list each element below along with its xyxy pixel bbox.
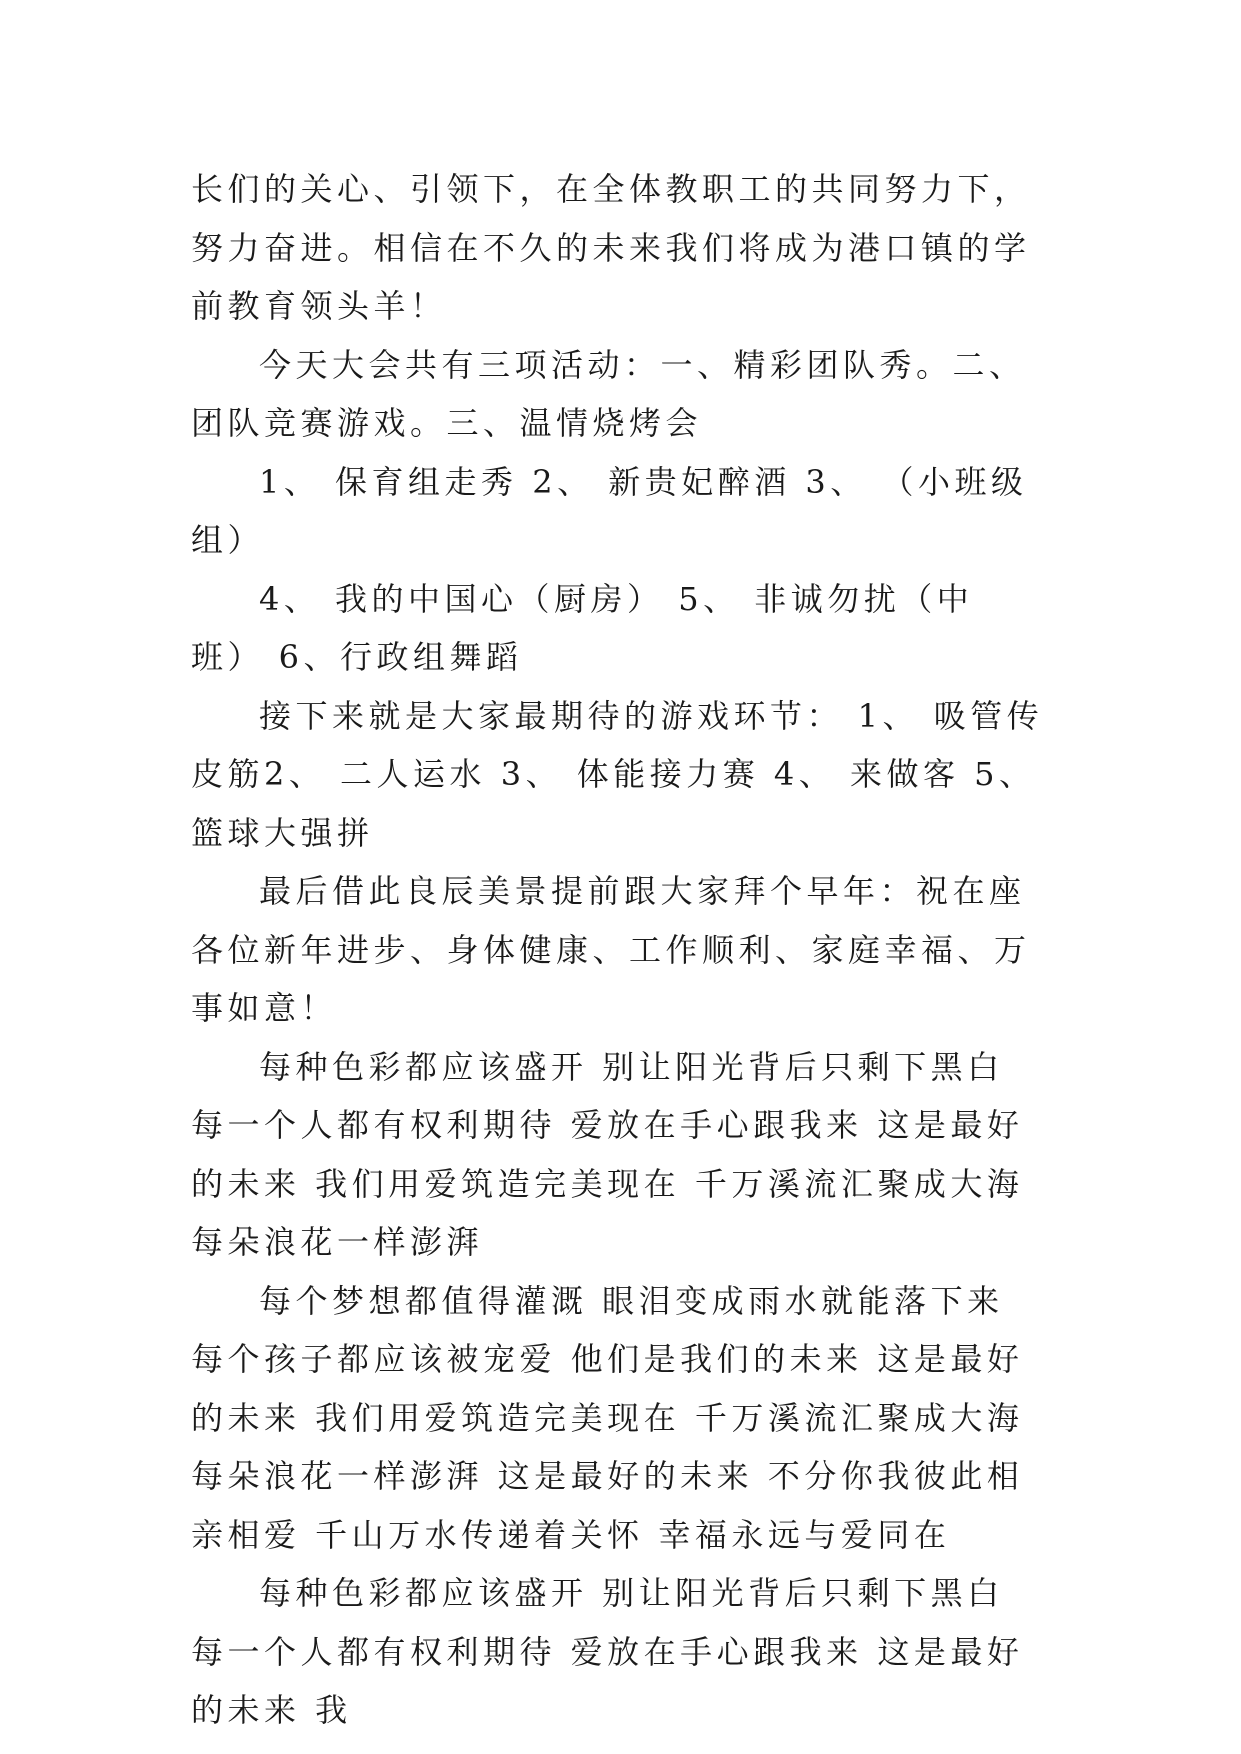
paragraph-activities-intro: 今天大会共有三项活动：一、精彩团队秀。二、团队竞赛游戏。三、温情烧烤会 bbox=[191, 345, 1026, 442]
paragraph-program-list-1: 1、 保育组走秀 2、 新贵妃醉酒 3、 （小班级组） bbox=[191, 462, 1028, 559]
paragraph-program-list-2: 4、 我的中国心（厨房） 5、 非诚勿扰（中班） 6、行政组舞蹈 bbox=[191, 579, 974, 676]
document-body bbox=[191, 160, 1051, 1740]
paragraph-lyrics-1: 每种色彩都应该盛开 别让阳光背后只剩下黑白 每一个人都有权利期待 爱放在手心跟我来 这是最好的未来 我们用爱筑造完美现在 千万溪流汇聚成大海 每朵浪花一样澎湃 bbox=[191, 1047, 1039, 1261]
paragraph-games: 接下来就是大家最期待的游戏环节： 1、 吸管传皮筋2、 二人运水 3、 体能接力赛 4、 来做客 5、 篮球大强拼 bbox=[191, 696, 1051, 852]
paragraph-lyrics-3: 每种色彩都应该盛开 别让阳光背后只剩下黑白 每一个人都有权利期待 爱放在手心跟我来 这是最好的未来 我 bbox=[191, 1574, 1024, 1729]
paragraph-lyrics-2: 每个梦想都值得灌溉 眼泪变成雨水就能落下来 每个孩子都应该被宠爱 他们是我们的未来 这是最好的未来 我们用爱筑造完美现在 千万溪流汇聚成大海 每朵浪花一样澎湃 这是最好的未来 不分你我彼此相亲相爱 千山万水传递着关怀 幸福永远与爱同在 bbox=[191, 1281, 1039, 1554]
paragraph-continuation: 长们的关心、引领下，在全体教职工的共同努力下，努力奋进。相信在不久的未来我们将成为港口镇的学前教育领头羊！ bbox=[191, 170, 1031, 325]
paragraph-new-year-wishes: 最后借此良辰美景提前跟大家拜个早年：祝在座各位新年进步、身体健康、工作顺利、家庭幸福、万事如意！ bbox=[191, 872, 1031, 1027]
